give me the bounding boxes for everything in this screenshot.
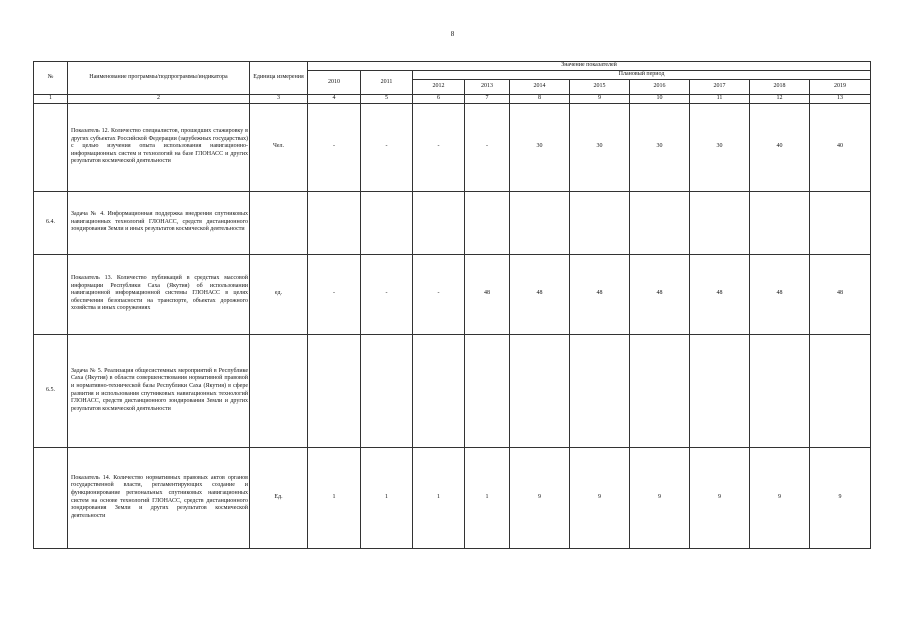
row-value	[465, 334, 510, 447]
column-number: 3	[250, 95, 308, 104]
header-row-1	[34, 62, 871, 71]
row-value	[690, 191, 750, 254]
page-number: 8	[450, 30, 455, 38]
row-value	[630, 191, 690, 254]
row-value: 30	[630, 103, 690, 191]
row-unit: Чел.	[250, 103, 308, 191]
row-value	[750, 334, 810, 447]
row-value	[570, 191, 630, 254]
column-number: 13	[810, 95, 871, 104]
column-number: 4	[308, 95, 361, 104]
header-year: 2012	[413, 80, 465, 95]
row-number	[34, 103, 68, 191]
row-value	[810, 191, 871, 254]
row-unit: ед.	[250, 254, 308, 334]
table-row	[34, 254, 871, 334]
column-number: 1	[34, 95, 68, 104]
row-value: -	[465, 103, 510, 191]
row-unit	[250, 334, 308, 447]
row-value: 1	[465, 447, 510, 548]
header-values-group: Значение показателей	[308, 62, 871, 71]
header-year: 2013	[465, 80, 510, 95]
row-value	[465, 191, 510, 254]
table-row	[34, 447, 871, 548]
table-row	[34, 334, 871, 447]
row-value: 9	[510, 447, 570, 548]
row-value: -	[308, 254, 361, 334]
table-row	[34, 191, 871, 254]
row-value: 9	[690, 447, 750, 548]
row-value: 48	[510, 254, 570, 334]
row-value	[630, 334, 690, 447]
row-value	[361, 191, 413, 254]
row-value: 30	[570, 103, 630, 191]
row-value: 48	[810, 254, 871, 334]
row-value: 30	[690, 103, 750, 191]
row-value: -	[361, 103, 413, 191]
row-number: 6.5.	[34, 334, 68, 447]
row-value: -	[413, 254, 465, 334]
row-name: Показатель 12. Количество специалистов, прошедших стажировку в других субъектах Российской Федерации (зарубежных государствах) с целью изучения опыта использования навигационно-информационных систем и технологий на базе ГЛОНАСС и других результатов космической деятельности	[68, 103, 250, 191]
row-value	[413, 191, 465, 254]
header-year: 2019	[810, 80, 871, 95]
column-number: 2	[68, 95, 250, 104]
column-number: 6	[413, 95, 465, 104]
row-name: Показатель 13. Количество публикаций в средствах массовой информации Республики Саха (Якутия) об использовании навигационной информационной системы ГЛОНАСС в целях обеспечения безопасности на транспорте, объектах дорожного хозяйства и иных сооружениях	[68, 254, 250, 334]
row-value	[413, 334, 465, 447]
row-value	[570, 334, 630, 447]
row-value: -	[413, 103, 465, 191]
header-name: Наименование программы/подпрограммы/индикатора	[68, 62, 250, 95]
table-row	[34, 103, 871, 191]
row-value: -	[308, 103, 361, 191]
header-year: 2017	[690, 80, 750, 95]
row-value: 48	[750, 254, 810, 334]
header-unit: Единица измерения	[250, 62, 308, 95]
row-number: 6.4.	[34, 191, 68, 254]
column-number: 9	[570, 95, 630, 104]
row-value: 48	[570, 254, 630, 334]
row-value: 40	[810, 103, 871, 191]
row-value	[510, 334, 570, 447]
row-value	[690, 334, 750, 447]
row-value	[308, 334, 361, 447]
row-number	[34, 447, 68, 548]
row-value: 9	[570, 447, 630, 548]
row-value: 48	[465, 254, 510, 334]
row-value: 48	[690, 254, 750, 334]
header-year: 2014	[510, 80, 570, 95]
row-value: 48	[630, 254, 690, 334]
row-value	[361, 334, 413, 447]
header-number: №	[34, 62, 68, 95]
row-value	[750, 191, 810, 254]
row-name: Задача № 5. Реализация общесистемных мероприятий в Республике Саха (Якутия) в области совершенствования нормативной правовой и нормативно-технической базы Республики Саха (Якутия) в сфере развития и использования спутниковых навигационных технологий ГЛОНАСС, средств дистанционного зондирования Земли и других результатов космической деятельности	[68, 334, 250, 447]
row-value: 1	[361, 447, 413, 548]
header-year: 2016	[630, 80, 690, 95]
column-numbers-row	[34, 95, 871, 104]
header-year: 2010	[308, 71, 361, 95]
row-unit: Ед.	[250, 447, 308, 548]
header-year: 2018	[750, 80, 810, 95]
row-number	[34, 254, 68, 334]
row-value: 30	[510, 103, 570, 191]
column-number: 5	[361, 95, 413, 104]
row-value: 1	[308, 447, 361, 548]
header-planned-period: Плановый период	[413, 71, 871, 80]
header-year: 2015	[570, 80, 630, 95]
row-value: 1	[413, 447, 465, 548]
row-value: 40	[750, 103, 810, 191]
row-value	[510, 191, 570, 254]
row-value	[308, 191, 361, 254]
row-value: -	[361, 254, 413, 334]
header-year: 2011	[361, 71, 413, 95]
column-number: 10	[630, 95, 690, 104]
column-number: 7	[465, 95, 510, 104]
row-name: Задача № 4. Информационная поддержка внедрения спутниковых навигационных технологий ГЛОНАСС, средств дистанционного зондирования Земли и иных результатов космической деятельности	[68, 191, 250, 254]
indicators-table	[33, 61, 871, 549]
row-unit	[250, 191, 308, 254]
row-value	[810, 334, 871, 447]
row-value: 9	[810, 447, 871, 548]
column-number: 11	[690, 95, 750, 104]
column-number: 8	[510, 95, 570, 104]
column-number: 12	[750, 95, 810, 104]
row-value: 9	[750, 447, 810, 548]
row-value: 9	[630, 447, 690, 548]
row-name: Показатель 14. Количество нормативных правовых актов органов государственной власти, регламентирующих создание и функционирование региональных спутниковых навигационных систем на основе технологий ГЛОНАСС, средств дистанционного зондирования Земли и других результатов космической деятельности	[68, 447, 250, 548]
